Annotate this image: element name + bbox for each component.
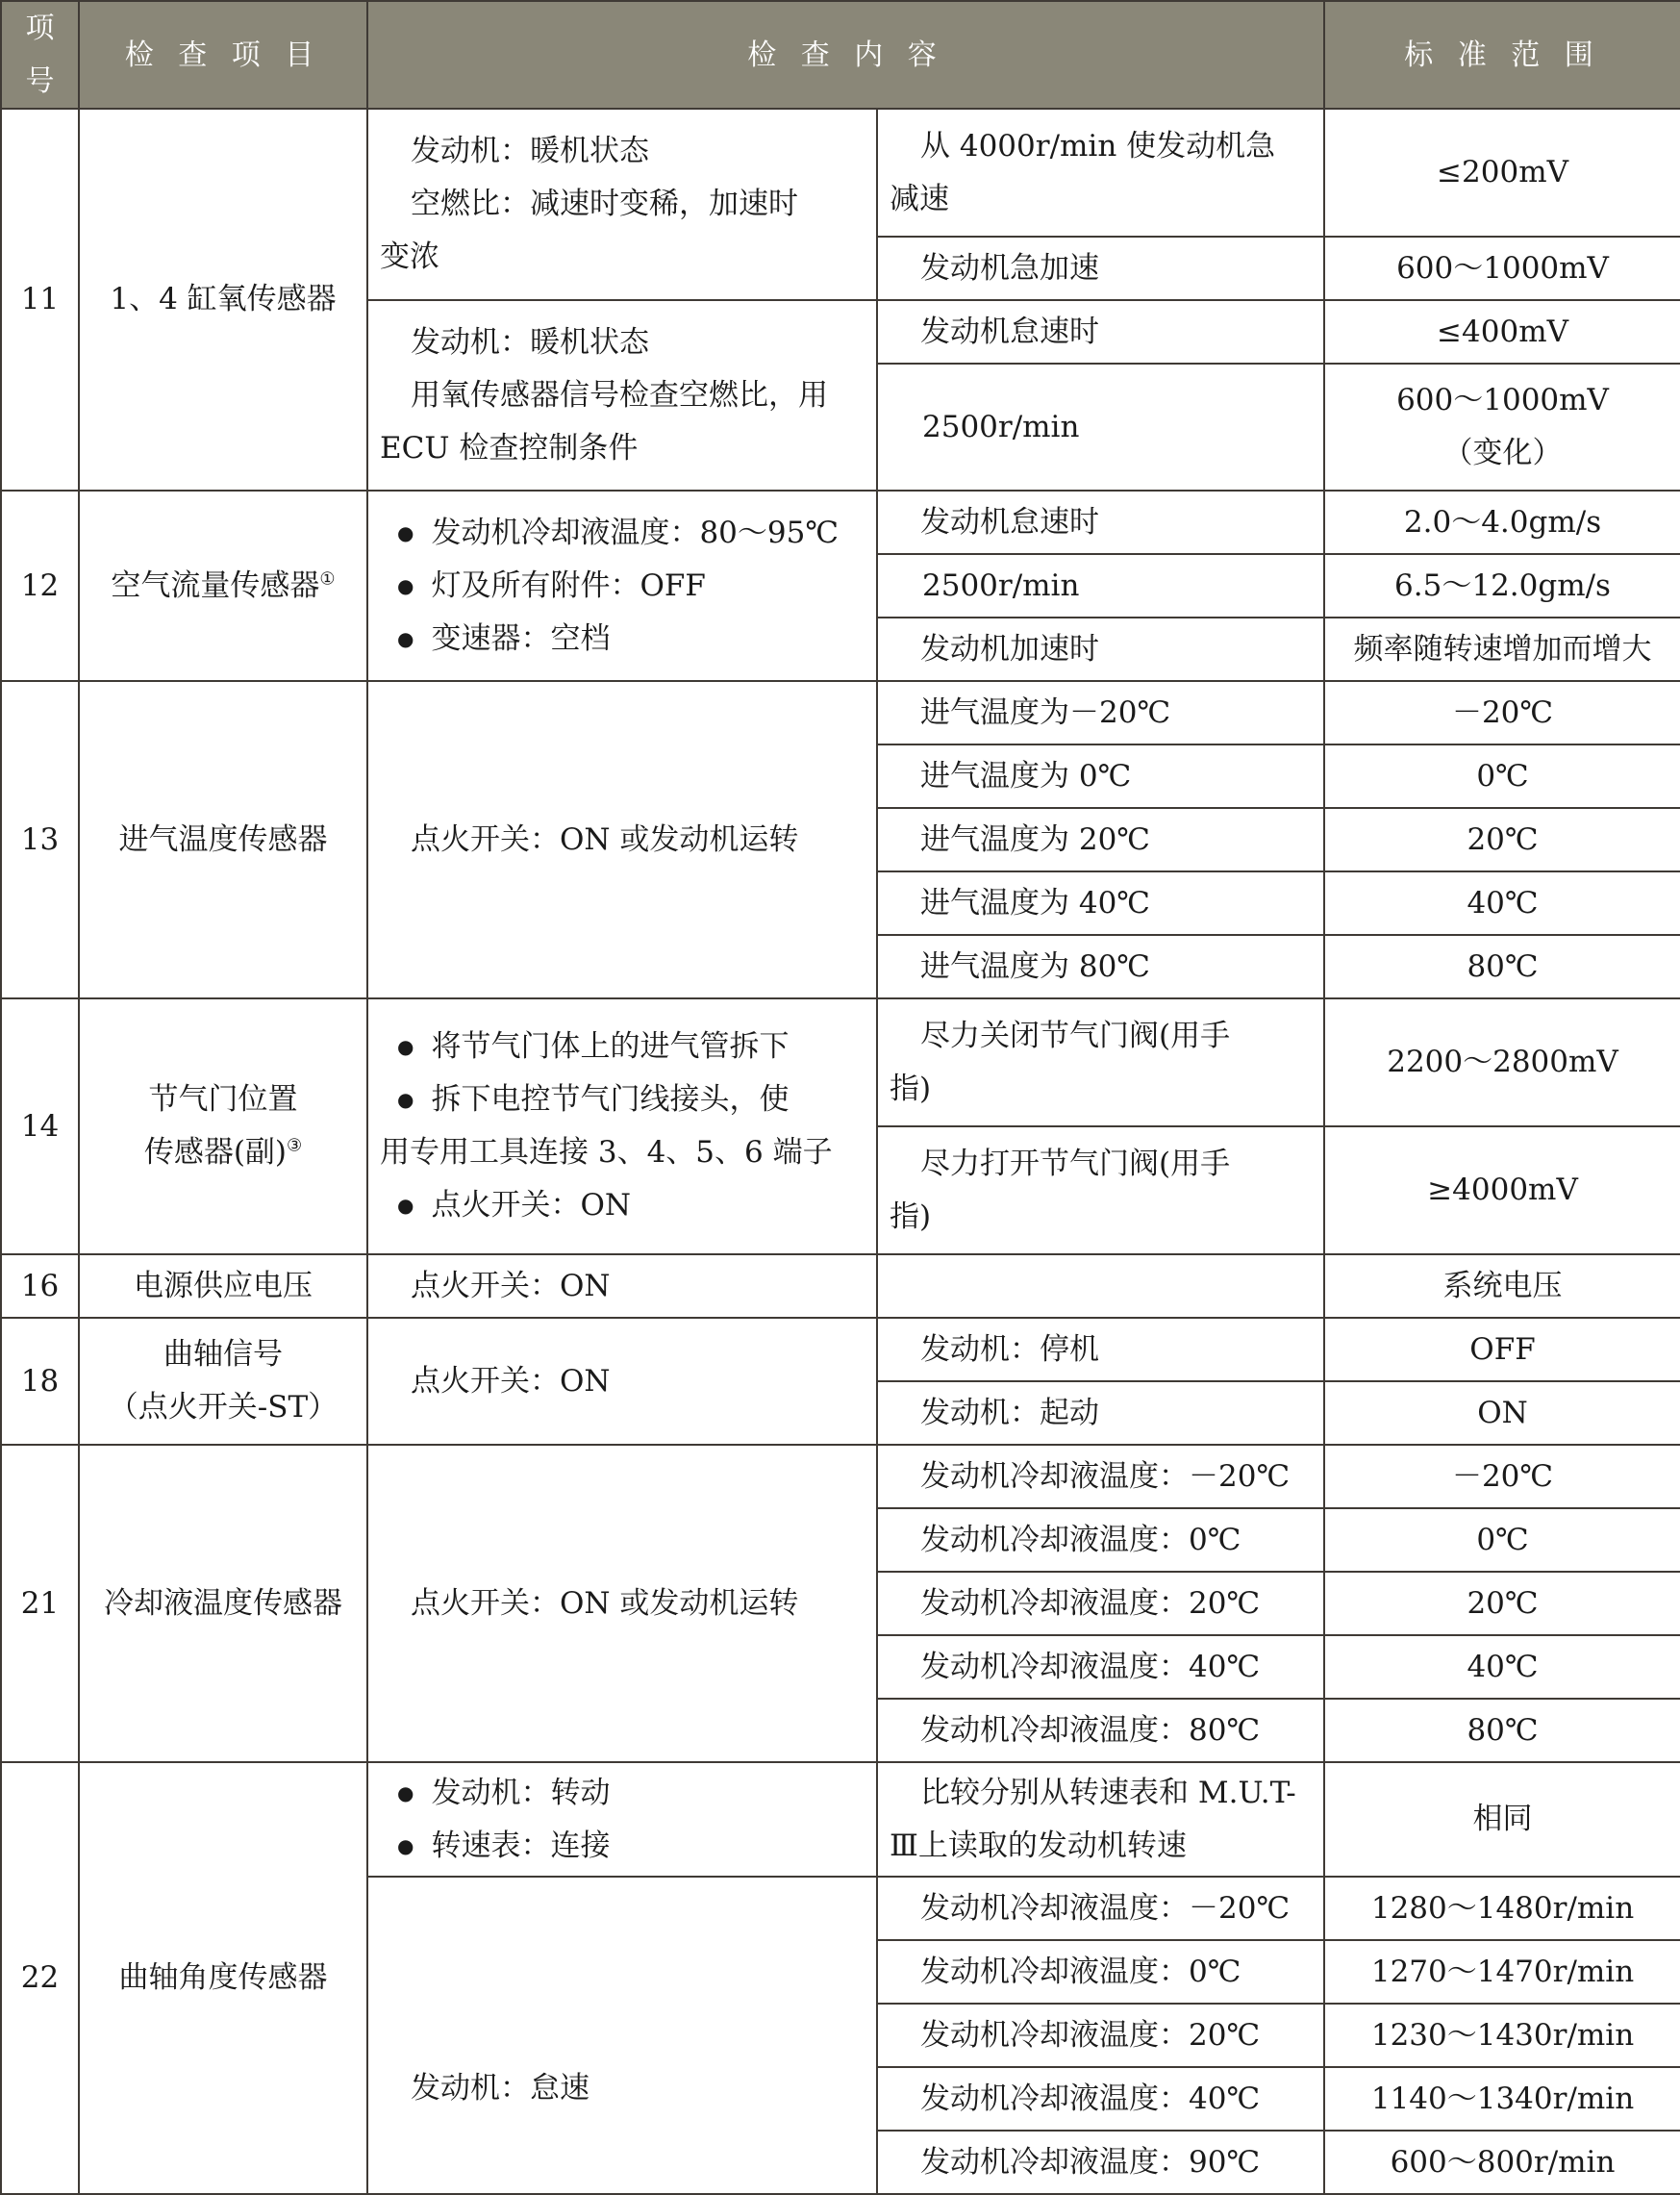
standard-value: 6.5～12.0gm/s: [1324, 554, 1680, 618]
check-content: 发动机：起动: [877, 1381, 1324, 1445]
standard-value: 80℃: [1324, 1699, 1680, 1762]
check-content: 发动机冷却液温度：0℃: [877, 1508, 1324, 1572]
standard-value: 80℃: [1324, 935, 1680, 998]
check-content: 发动机冷却液温度：20℃: [877, 1572, 1324, 1635]
standard-value: 2.0～4.0gm/s: [1324, 491, 1680, 554]
content-line: 尽力打开节气门阀(用手: [920, 1146, 1231, 1181]
condition-cell: 点火开关：ON: [367, 1254, 877, 1318]
standard-value: ≤400mV: [1324, 300, 1680, 364]
header-inspection-item: 检 查 项 目: [79, 1, 367, 109]
standard-line: （变化）: [1442, 436, 1563, 470]
check-content: [877, 1762, 1324, 1877]
content-line: Ⅲ上读取的发动机转速: [890, 1828, 1187, 1863]
standard-value: 相同: [1324, 1762, 1680, 1877]
content-line: 指): [890, 1071, 932, 1106]
item-name: 曲轴角度传感器: [79, 1762, 367, 2194]
condition-line: ● 灯及所有附件：OFF: [380, 560, 865, 613]
standard-value: 1270～1470r/min: [1324, 1940, 1680, 2004]
table-header-row: [1, 1, 1680, 109]
content-line: 从 4000r/min 使发动机急: [920, 128, 1276, 164]
item-number: 14: [1, 998, 79, 1254]
standard-value: 20℃: [1324, 1572, 1680, 1635]
condition-cell: [367, 1762, 877, 1877]
condition-line: ● 拆下电控节气门线接头，使: [380, 1073, 865, 1126]
condition-line: 用氧传感器信号检查空燃比，用: [411, 377, 828, 413]
check-content: 2500r/min: [877, 364, 1324, 491]
table-row: [1, 1254, 1680, 1318]
check-content: [877, 1254, 1324, 1318]
condition-line: ● 点火开关：ON: [380, 1179, 865, 1232]
item-number: 22: [1, 1762, 79, 2194]
condition-line: 用专用工具连接 3、4、5、6 端子: [380, 1135, 833, 1170]
content-line: 比较分别从转速表和 M.U.T-: [920, 1775, 1296, 1810]
check-content: 发动机冷却液温度：80℃: [877, 1699, 1324, 1762]
table-row: [1, 1762, 1680, 1877]
item-number: 16: [1, 1254, 79, 1318]
condition-line: ● 转速表：连接: [380, 1820, 865, 1873]
check-content: 发动机冷却液温度：－20℃: [877, 1877, 1324, 1940]
check-content: 进气温度为 0℃: [877, 744, 1324, 808]
standard-value: ON: [1324, 1381, 1680, 1445]
content-line: 指): [890, 1198, 932, 1234]
check-content: 进气温度为－20℃: [877, 681, 1324, 744]
standard-value: ≤200mV: [1324, 109, 1680, 237]
check-content: 发动机：停机: [877, 1318, 1324, 1381]
condition-line: ● 发动机冷却液温度：80～95℃: [380, 507, 865, 560]
standard-value: －20℃: [1324, 681, 1680, 744]
content-line: 尽力关闭节气门阀(用手: [920, 1018, 1231, 1053]
standard-value: 600～1000mV: [1324, 237, 1680, 300]
check-content: 发动机怠速时: [877, 300, 1324, 364]
content-line: 减速: [890, 181, 949, 216]
standard-value: 40℃: [1324, 871, 1680, 935]
condition-cell: 发动机：怠速: [367, 1877, 877, 2194]
standard-value: ≥4000mV: [1324, 1126, 1680, 1254]
condition-line: 变浓: [380, 240, 439, 274]
header-inspection-content: 检 查 内 容: [367, 1, 1324, 109]
check-content: 进气温度为 80℃: [877, 935, 1324, 998]
item-name-line: 传感器(副): [143, 1135, 288, 1170]
item-name-text: 空气流量传感器: [111, 568, 320, 603]
item-number: 13: [1, 681, 79, 998]
item-name: [79, 998, 367, 1254]
check-content: 发动机冷却液温度：90℃: [877, 2131, 1324, 2194]
standard-value: 频率随转速增加而增大: [1324, 618, 1680, 681]
check-content: 进气温度为 20℃: [877, 808, 1324, 871]
item-name: [79, 491, 367, 681]
condition-cell: 点火开关：ON 或发动机运转: [367, 681, 877, 998]
condition-cell: [367, 300, 877, 491]
check-content: 2500r/min: [877, 554, 1324, 618]
header-item-number: 项号: [1, 1, 79, 109]
item-name-line: 节气门位置: [148, 1082, 298, 1117]
item-number: 12: [1, 491, 79, 681]
header-standard-range: 标 准 范 围: [1324, 1, 1680, 109]
standard-value: －20℃: [1324, 1445, 1680, 1508]
standard-value: OFF: [1324, 1318, 1680, 1381]
check-content: 发动机冷却液温度：40℃: [877, 1635, 1324, 1699]
item-number: 18: [1, 1318, 79, 1445]
standard-value: [1324, 364, 1680, 491]
condition-cell: 点火开关：ON 或发动机运转: [367, 1445, 877, 1762]
table-row: [1, 491, 1680, 554]
standard-value: 1280～1480r/min: [1324, 1877, 1680, 1940]
check-content: 发动机冷却液温度：20℃: [877, 2004, 1324, 2067]
condition-cell: [367, 998, 877, 1254]
item-name: 冷却液温度传感器: [79, 1445, 367, 1762]
check-content: [877, 1126, 1324, 1254]
standard-value: 系统电压: [1324, 1254, 1680, 1318]
condition-cell: [367, 491, 877, 681]
condition-line: 发动机：暖机状态: [411, 324, 649, 360]
condition-line: ECU 检查控制条件: [380, 430, 639, 466]
item-name-line: 曲轴信号: [163, 1337, 283, 1372]
condition-cell: [367, 109, 877, 300]
check-content: 发动机冷却液温度：40℃: [877, 2067, 1324, 2131]
check-content: [877, 109, 1324, 237]
condition-cell: 点火开关：ON: [367, 1318, 877, 1445]
check-content: [877, 998, 1324, 1126]
standard-value: 1140～1340r/min: [1324, 2067, 1680, 2131]
check-content: 发动机冷却液温度：0℃: [877, 1940, 1324, 2004]
footnote-mark: ①: [319, 568, 336, 590]
item-name-line: （点火开关-ST）: [108, 1390, 339, 1425]
standard-value: 0℃: [1324, 1508, 1680, 1572]
condition-line: 空燃比：减速时变稀，加速时: [411, 187, 798, 221]
table-row: [1, 1445, 1680, 1508]
item-name: 进气温度传感器: [79, 681, 367, 998]
standard-line: 600～1000mV: [1396, 383, 1609, 417]
item-number: 11: [1, 109, 79, 491]
standard-value: 40℃: [1324, 1635, 1680, 1699]
standard-value: 0℃: [1324, 744, 1680, 808]
standard-value: 2200～2800mV: [1324, 998, 1680, 1126]
item-number: 21: [1, 1445, 79, 1762]
standard-value: 20℃: [1324, 808, 1680, 871]
item-name: 1、4 缸氧传感器: [79, 109, 367, 491]
check-content: 进气温度为 40℃: [877, 871, 1324, 935]
table-row: [1, 1318, 1680, 1381]
check-content: 发动机怠速时: [877, 491, 1324, 554]
table-row: [1, 681, 1680, 744]
standard-value: 600～800r/min: [1324, 2131, 1680, 2194]
condition-line: ● 发动机：转动: [380, 1767, 865, 1820]
condition-line: ● 变速器：空档: [380, 613, 865, 666]
check-content: 发动机加速时: [877, 618, 1324, 681]
standard-value: 1230～1430r/min: [1324, 2004, 1680, 2067]
footnote-mark: ③: [287, 1135, 303, 1156]
condition-line: 发动机：暖机状态: [411, 134, 649, 168]
check-content: 发动机冷却液温度：－20℃: [877, 1445, 1324, 1508]
table-row: [1, 998, 1680, 1126]
item-name: 电源供应电压: [79, 1254, 367, 1318]
item-name: [79, 1318, 367, 1445]
check-content: 发动机急加速: [877, 237, 1324, 300]
condition-line: ● 将节气门体上的进气管拆下: [380, 1021, 865, 1073]
table-row: [1, 109, 1680, 237]
